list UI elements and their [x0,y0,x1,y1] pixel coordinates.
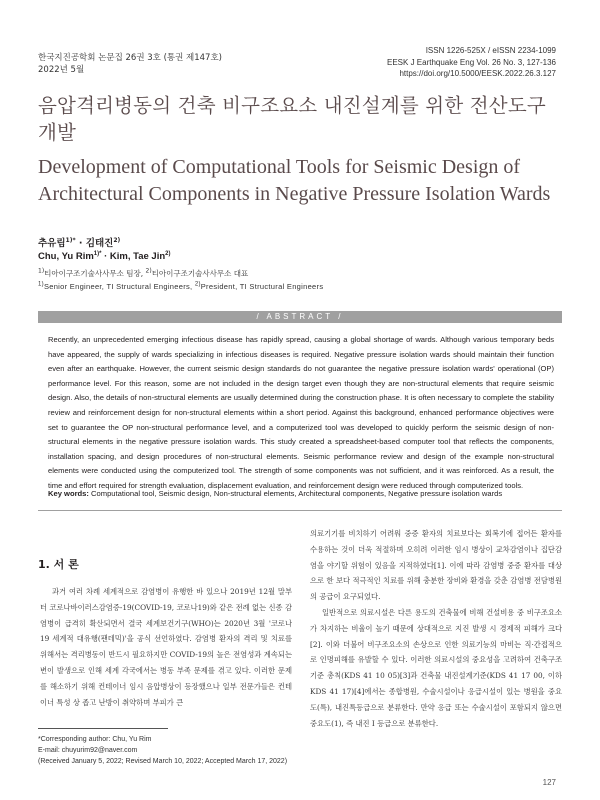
paragraph: 과거 여러 차례 세계적으로 감염병이 유행한 바 있으나 2019년 12월 말부터 코로나바이러스감염증-19(COVID-19, 코로나19)와 같은 전례 없는 신종 감염병이 급격히 확산되면서 결국 세계보건기구(WHO)는 2020년 3월 '코로나 19 세계적 대유행(팬데믹)'을 공식 선언하였다. 감염병 환자의 격리 및 치료를 위해서는 격리병동이 반드시 필요하지만 COVID-19의 높은 전염성과 계속되는 변이 발생으로 인해 세계 각국에서는 병동 부족 문제를 겪고 있다. 이러한 문제를 해소하기 위해 컨테이너 임시 음압병상이 등장했으나 일부 전문가들은 컨테이너 특성 상 좁고 난방이 취약하며 부피가 큰 [40,587,292,707]
authors-ko [38,235,120,249]
journal-date-ko: 2022년 5월 [38,65,85,75]
affiliation-1-en: Senior Engineer, TI Structural Engineers, [43,282,195,291]
keywords-list: Computational tool, Seismic design, Non-structural elements, Architectural components, Negative pressure isolation wards [88,489,503,498]
keywords-label: Key words: [48,489,89,498]
journal-citation: EESK J Earthquake Eng Vol. 26 No. 3, 127-136 [387,57,556,67]
paper-title-en: Development of Computational Tools for Seismic Design of Architectural Components in Negative Pressure Isolation Wards [38,156,551,205]
aff-sup: 1) [38,281,44,288]
affiliation-2-en: President, TI Structural Engineers [200,282,324,291]
doi-link[interactable]: https://doi.org/10.5000/EESK.2022.26.3.127 [399,69,556,78]
corresponding-author: *Corresponding author: Chu, Yu Rim [38,736,152,743]
author-2-ko: 김태진 [85,238,114,249]
author-email[interactable]: E-mail: chuyurim92@naver.com [38,747,138,754]
paragraph: 의료기기를 비치하기 어려워 중증 환자의 치료보다는 회복기에 접어든 환자를 수용하는 것이 더욱 적절하며 오히려 이러한 임시 병상이 교차감염이나 집단감염을 야기할 위험이 있음을 지적하였다[1]. 이에 따라 감염병 중증 환자를 대상으로 한 보다 적극적인 치료를 위해 충분한 장비와 환경을 갖춘 감염병 전담병원의 공급이 요구되었다. [310,529,562,602]
abstract-text: Recently, an unprecedented emerging infectious disease has rapidly spread, causing a global shortage of wards. Although various temporary beds have appeared, the supply of wards specializing in infectious diseases is required. Negative pressure isolation wards should maintain their function even after an earthquake. However, the current seismic design standards do not guarantee the negative pressure isolation wards' operational (OP) performance level. For this reason, some are not included in the design target even though they are non-structural elements that require seismic design. Also, the details of non-structural elements are usually determined during the construction phase. It is often necessary to complete the stability review and reinforcement design for non-structural elements within a short period. Against this background, enhanced performance objectives were set to guarantee the OP non-structural performance level, and a computerized tool was developed to quickly perform the seismic design of non-structural elements in the negative pressure isolation wards. This study created a spreadsheet-based computer tool that reflects the components, installation spacing, and design procedures of non-structural elements. Seismic performance review and design of the example non-structural elements were conducted using the computerized tool. The strength of some components was not sufficient, and it was reinforced. As a result, the time and effort required for strength evaluation, displacement evaluation, and reinforcement design were reduced through computerized tools. [48,335,554,490]
author-2-en-sup: 2) [165,250,171,257]
author-1-en-sup: 1)* [93,250,102,257]
paper-title-ko: 음압격리병동의 건축 비구조요소 내진설계를 위한 전산도구 개발 [38,94,546,144]
aff-sup: 2) [194,281,201,288]
abstract-divider [38,510,562,511]
issn-line: ISSN 1226-525X / eISSN 2234-1099 [425,46,556,55]
affiliation-en [38,282,323,291]
footnote-divider [38,728,168,729]
section-heading-introduction: 1. 서 론 [38,558,79,571]
aff-sup: 1) [38,267,45,275]
affiliation-1-ko: 티아이구조기술사사무소 팀장, [44,269,146,278]
author-2-en: Kim, Tae Jin [109,251,166,262]
affiliation-ko [38,268,248,279]
journal-volume-ko: 한국지진공학회 논문집 26권 3호 (통권 제147호) [38,53,222,63]
journal-header-left [38,52,222,76]
page-number: 127 [542,778,556,787]
body-column-left [40,584,292,710]
abstract-heading-bar: / ABSTRACT / [38,311,562,323]
received-dates: (Received January 5, 2022; Revised March 10, 2022; Accepted March 17, 2022) [38,758,288,765]
author-separator: · [75,238,86,249]
aff-sup: 2) [145,267,152,275]
author-2-ko-sup: 2) [113,236,121,244]
paragraph: 일반적으로 의료시설은 다른 용도의 건축물에 비해 건설비용 중 비구조요소가 차지하는 비율이 높기 때문에 상대적으로 지진 발생 시 경제적 피해가 크다[2]. 이와 더불어 비구조요소의 손상으로 인한 의료기능의 마비는 직·간접적으로 인명피해를 유발할 수 있다. 이러한 의료시설의 중요성을 고려하여 건축구조기준 총칙(KDS 41 10 05)[3]과 건축물 내진설계기준(KDS 41 17 00, 이하 KDS 41 17)[4]에서는 종합병원, 수술시설이나 응급시설이 있는 병원을 중요도(특), 내진특등급으로 분류한다. 만약 응급 또는 수술시설이 포함되지 않으면 중요도(1), 즉 내진 I 등급으로 분류한다. [310,607,562,728]
author-separator: · [101,251,110,262]
author-1-ko-sup: 1)* [65,236,76,244]
footnote [38,734,287,767]
affiliation-2-ko: 티아이구조기술사사무소 대표 [151,269,249,278]
author-1-en: Chu, Yu Rim [38,251,94,262]
author-1-ko: 추유림 [38,238,66,249]
body-column-right [310,526,562,731]
keywords [48,489,558,498]
authors-en [38,251,171,262]
journal-header-right [387,45,556,80]
